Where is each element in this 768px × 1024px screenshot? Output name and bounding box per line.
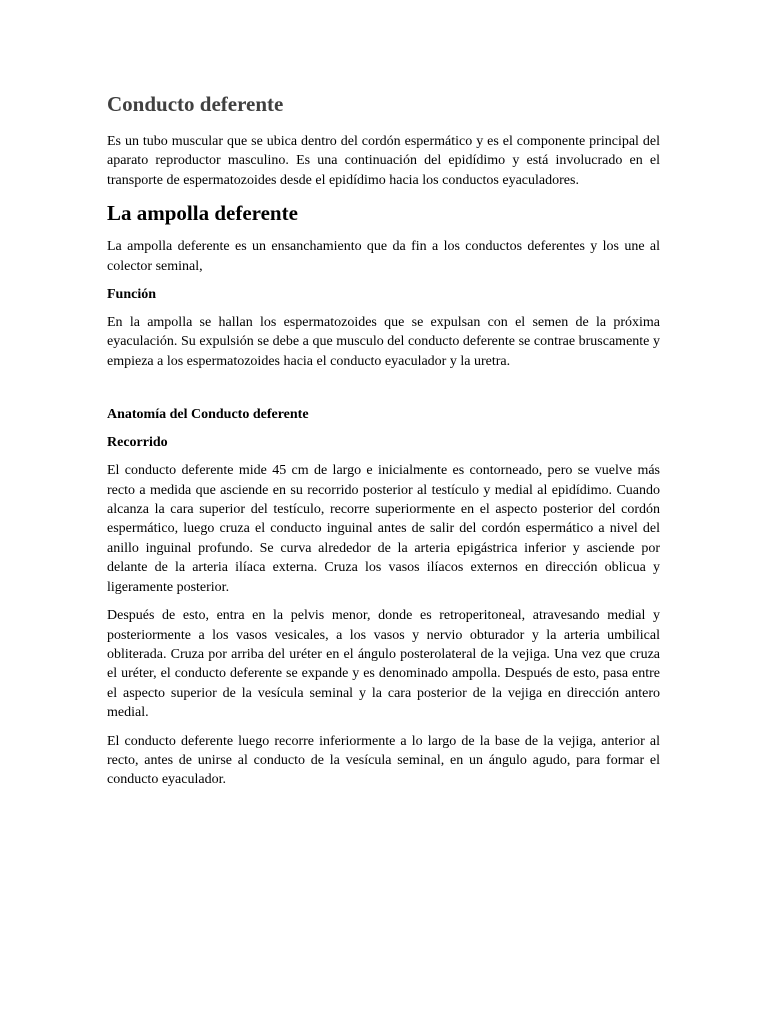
intro-paragraph: Es un tubo muscular que se ubica dentro del cordón espermático y es el componente principal del aparato reproductor masculino. Es una continuación del epidídimo y está involucrado en el transporte de espermatozoides desde el epidídimo hacia los conductos eyaculadores.: [107, 134, 660, 188]
funcion-heading: Función: [107, 287, 157, 303]
recorrido-paragraph-3: El conducto deferente luego recorre inferiormente a lo largo de la base de la vejiga, anterior al recto, antes de unirse al conducto de la vesícula seminal, en un ángulo agudo, para formar el conducto eyaculador.: [107, 733, 660, 788]
section-spacer: [107, 380, 660, 405]
ampolla-paragraph: La ampolla deferente es un ensanchamiento que da fin a los conductos deferentes y los une al colector seminal,: [107, 239, 660, 274]
recorrido-heading: Recorrido: [107, 435, 168, 451]
recorrido-paragraph-2: Después de esto, entra en la pelvis menor, donde es retroperitoneal, atravesando medial y posteriormente a los vasos vesicales, a los vasos y nervio obturador y la arteria umbilical obliterada. Cruza por arriba del uréter en el ángulo posterolateral de la vejiga. Una vez que cruza el uréter, el conducto deferente se expande y es denominado ampolla. Después de esto, pasa entre el aspecto superior de la vesícula seminal y la cara posterior de la vejiga en dirección antero medial.: [107, 608, 660, 721]
document-body: [107, 90, 660, 799]
document-title: Conducto deferente: [107, 92, 284, 116]
anatomia-heading: Anatomía del Conducto deferente: [107, 407, 309, 423]
funcion-paragraph: En la ampolla se hallan los espermatozoides que se expulsan con el semen de la próxima eyaculación. Su expulsión se debe a que musculo del conducto deferente se contrae bruscamente y empieza a los espermatozoides hacia el conducto eyaculador y la uretra.: [107, 315, 660, 369]
ampolla-heading: La ampolla deferente: [107, 201, 298, 226]
recorrido-paragraph-1: El conducto deferente mide 45 cm de largo e inicialmente es contorneado, pero se vuelve más recto a medida que asciende en su recorrido posterior al testículo y medial al epidídimo. Cuando alcanza la cara superior del testículo, recorre superiormente en el aspecto posterior del cordón espermático, luego cruza el conducto inguinal antes de salir del cordón espermático a nivel del anillo inguinal profundo. Se curva alrededor de la arteria epigástrica inferior y asciende por delante de la arteria ilíaca externa. Cruza los vasos ilíacos externos en dirección oblicua y ligeramente posterior.: [107, 463, 660, 595]
